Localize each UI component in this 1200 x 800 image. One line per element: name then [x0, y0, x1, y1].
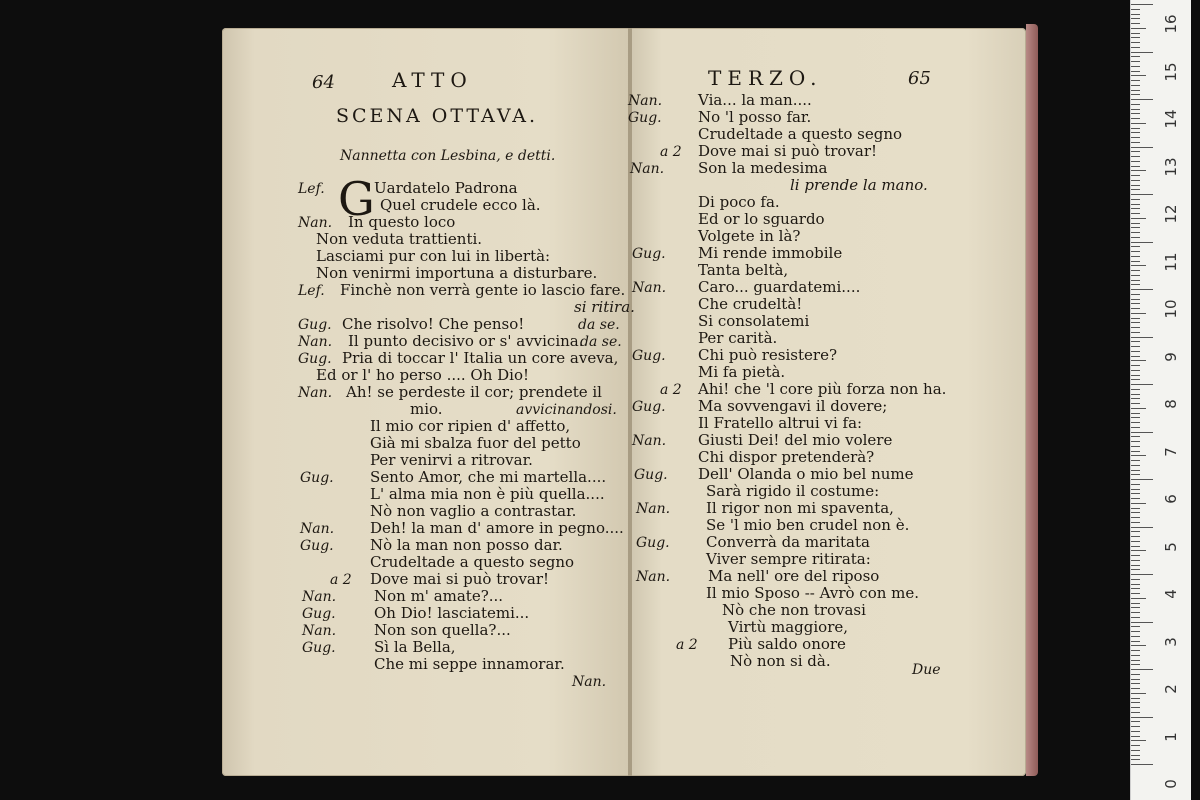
speaker: Nan.: [298, 215, 333, 231]
ruler-tick: [1131, 560, 1140, 561]
verse-line: Quel crudele ecco là.: [380, 196, 541, 214]
speaker: Gug.: [300, 538, 334, 554]
ruler-tick: [1131, 584, 1140, 585]
ruler-number: 6: [1162, 494, 1180, 504]
ruler-tick: [1131, 417, 1140, 418]
verse-line: Crudeltade a questo segno: [698, 125, 903, 143]
aside: da se.: [580, 334, 622, 350]
ruler-tick: [1131, 37, 1140, 38]
ruler-tick: [1131, 740, 1146, 741]
verse-line: Ma nell' ore del riposo: [708, 567, 880, 585]
ruler-tick: [1131, 474, 1140, 475]
ruler-number: 5: [1162, 541, 1180, 552]
ruler-tick: [1131, 265, 1146, 266]
ruler-tick: [1131, 242, 1153, 243]
speaker: Nan.: [632, 280, 667, 296]
verse-line: Ed or lo sguardo: [698, 210, 825, 228]
verse-line: Deh! la man d' amore in pegno....: [370, 519, 624, 537]
verse-line: Lasciami pur con lui in libertà:: [316, 247, 551, 265]
ruler-tick: [1131, 470, 1140, 471]
page-number: 65: [908, 68, 931, 89]
ruler-tick: [1131, 688, 1140, 689]
verse-line: Oh Dio! lasciatemi...: [374, 604, 530, 622]
ruler-tick: [1131, 175, 1140, 176]
ruler-number: 3: [1162, 636, 1180, 647]
a-due-marker: a 2: [660, 382, 682, 398]
speaker: Nan.: [298, 334, 333, 350]
ruler-tick: [1131, 99, 1153, 100]
ruler-tick: [1131, 422, 1140, 423]
verse-line: Si consolatemi: [698, 312, 810, 330]
verse-line: Son la medesima: [698, 159, 828, 177]
ruler-tick: [1131, 631, 1140, 632]
speaker: Lef.: [298, 283, 325, 299]
ruler-tick: [1131, 432, 1153, 433]
ruler-tick: [1131, 736, 1140, 737]
verse-line: Non venirmi importuna a disturbare.: [316, 264, 598, 282]
ruler-tick: [1131, 503, 1146, 504]
scene-title: SCENA OTTAVA.: [336, 105, 539, 127]
speaker: Gug.: [632, 399, 666, 415]
verse-line: Nò che non trovasi: [722, 601, 866, 619]
ruler-tick: [1131, 626, 1140, 627]
ruler-tick: [1131, 256, 1140, 257]
verse-line: Viver sempre ritirata:: [706, 550, 871, 568]
ruler-tick: [1131, 337, 1153, 338]
verse-line: Sarà rigido il costume:: [706, 482, 880, 500]
ruler-tick: [1131, 109, 1140, 110]
ruler-tick: [1131, 294, 1140, 295]
verse-line: mio.: [410, 400, 443, 418]
ruler-tick: [1131, 18, 1140, 19]
ruler-tick: [1131, 185, 1140, 186]
ruler-tick: [1131, 61, 1140, 62]
ruler-tick: [1131, 536, 1140, 537]
verse-line: Ma sovvengavi il dovere;: [698, 397, 888, 415]
stage-direction: si ritira.: [574, 298, 635, 316]
running-header: TERZO.: [708, 66, 823, 90]
ruler-tick: [1131, 522, 1140, 523]
ruler-tick: [1131, 641, 1140, 642]
ruler-tick: [1131, 527, 1153, 528]
ruler-tick: [1131, 299, 1140, 300]
speaker: Nan.: [636, 569, 671, 585]
verse-line: Virtù maggiore,: [728, 618, 849, 636]
verse-line: Il mio cor ripien d' affetto,: [370, 417, 571, 435]
ruler-tick: [1131, 42, 1140, 43]
ruler-tick: [1131, 346, 1140, 347]
ruler-number: 9: [1162, 351, 1180, 362]
ruler-tick: [1131, 531, 1140, 532]
ruler-tick: [1131, 441, 1140, 442]
a-due-marker: a 2: [676, 637, 698, 653]
ruler-tick: [1131, 47, 1140, 48]
ruler-tick: [1131, 717, 1153, 718]
verse-line: Già mi sbalza fuor del petto: [370, 434, 581, 452]
ruler-tick: [1131, 33, 1140, 34]
ruler-tick: [1131, 645, 1146, 646]
page-number: 64: [312, 72, 335, 93]
ruler-tick: [1131, 52, 1153, 53]
ruler-tick: [1131, 379, 1140, 380]
verse-line: Chi dispor pretenderà?: [698, 448, 875, 466]
verse-line: Non son quella?...: [374, 621, 511, 639]
ruler-tick: [1131, 493, 1140, 494]
ruler-tick: [1131, 446, 1140, 447]
ruler-tick: [1131, 698, 1140, 699]
ruler-tick: [1131, 593, 1140, 594]
ruler-tick: [1131, 261, 1140, 262]
speaker: Gug.: [302, 640, 336, 656]
verse-line: Sì la Bella,: [374, 638, 456, 656]
ruler-tick: [1131, 123, 1146, 124]
a-due-marker: a 2: [660, 144, 682, 160]
speaker: Nan.: [628, 93, 663, 109]
ruler-tick: [1131, 546, 1140, 547]
ruler-tick: [1131, 85, 1140, 86]
speaker: Gug.: [628, 110, 662, 126]
ruler-number: 14: [1162, 109, 1180, 129]
ruler-tick: [1131, 132, 1140, 133]
verse-line: Via... la man....: [698, 91, 812, 109]
verse-line: Per carità.: [698, 329, 778, 347]
ruler-tick: [1131, 180, 1140, 181]
stage-direction: Nannetta con Lesbina, e detti.: [340, 148, 556, 164]
ruler-tick: [1131, 660, 1140, 661]
ruler-number: 8: [1162, 399, 1180, 409]
ruler-tick: [1131, 612, 1140, 613]
verse-line: Chi può resistere?: [698, 346, 837, 364]
ruler-tick: [1131, 170, 1146, 171]
ruler-tick: [1131, 460, 1140, 461]
speaker: Gug.: [298, 317, 332, 333]
measurement-ruler: [1130, 0, 1191, 800]
ruler-tick: [1131, 275, 1140, 276]
ruler-tick: [1131, 451, 1140, 452]
verse-line: Dell' Olanda o mio bel nume: [698, 465, 914, 483]
aside: avvicinandosi.: [516, 402, 617, 418]
verse-line: Finchè non verrà gente io lascio fare.: [340, 281, 626, 299]
verse-line: No 'l posso far.: [698, 108, 812, 126]
ruler-tick: [1131, 189, 1140, 190]
ruler-tick: [1131, 246, 1140, 247]
ruler-tick: [1131, 479, 1153, 480]
ruler-tick: [1131, 23, 1140, 24]
ruler-tick: [1131, 9, 1140, 10]
verse-line: Caro... guardatemi....: [698, 278, 861, 296]
running-header: ATTO: [392, 68, 473, 92]
verse-line: Non veduta trattienti.: [316, 230, 483, 248]
ruler-tick: [1131, 251, 1140, 252]
verse-line: Mi fa pietà.: [698, 363, 786, 381]
ruler-tick: [1131, 284, 1140, 285]
ruler-number: 16: [1162, 14, 1180, 34]
ruler-tick: [1131, 232, 1140, 233]
ruler-tick: [1131, 541, 1140, 542]
verse-line: Più saldo onore: [728, 635, 846, 653]
ruler-tick: [1131, 674, 1140, 675]
ruler-tick: [1131, 384, 1153, 385]
ruler-number: 7: [1162, 446, 1180, 457]
ruler-number: 1: [1162, 731, 1180, 742]
ruler-tick: [1131, 413, 1140, 414]
drop-cap: G: [338, 172, 375, 226]
speaker: Nan.: [300, 521, 335, 537]
ruler-tick: [1131, 726, 1140, 727]
catchword: Nan.: [572, 674, 607, 690]
verse-line: Per venirvi a ritrovar.: [370, 451, 533, 469]
speaker: Gug.: [634, 467, 668, 483]
ruler-tick: [1131, 408, 1146, 409]
ruler-tick: [1131, 351, 1140, 352]
speaker: Gug.: [632, 348, 666, 364]
ruler-tick: [1131, 161, 1140, 162]
stage-direction: li prende la mano.: [790, 176, 928, 194]
ruler-tick: [1131, 617, 1140, 618]
verse-line: Di poco fa.: [698, 193, 780, 211]
ruler-tick: [1131, 398, 1140, 399]
ruler-number: 12: [1162, 204, 1180, 224]
ruler-tick: [1131, 308, 1140, 309]
ruler-tick: [1131, 721, 1140, 722]
a-due-marker: a 2: [330, 572, 352, 588]
ruler-tick: [1131, 360, 1146, 361]
ruler-tick: [1131, 403, 1140, 404]
ruler-tick: [1131, 365, 1140, 366]
verse-line: Crudeltade a questo segno: [370, 553, 575, 571]
speaker: Nan.: [302, 623, 337, 639]
ruler-tick: [1131, 213, 1140, 214]
ruler-tick: [1131, 14, 1140, 15]
ruler-number: 0: [1162, 779, 1180, 789]
ruler-tick: [1131, 394, 1140, 395]
ruler-tick: [1131, 745, 1140, 746]
ruler-tick: [1131, 356, 1140, 357]
book-cover-edge: [1026, 24, 1038, 776]
ruler-tick: [1131, 574, 1153, 575]
speaker: Nan.: [636, 501, 671, 517]
verse-line: Nò non vaglio a contrastar.: [370, 502, 577, 520]
speaker: Nan.: [630, 161, 665, 177]
ruler-tick: [1131, 579, 1140, 580]
verse-line: Che mi seppe innamorar.: [374, 655, 565, 673]
speaker: Gug.: [636, 535, 670, 551]
ruler-tick: [1131, 104, 1140, 105]
ruler-tick: [1131, 755, 1140, 756]
ruler-tick: [1131, 569, 1140, 570]
ruler-tick: [1131, 588, 1140, 589]
ruler-tick: [1131, 289, 1153, 290]
speaker: Nan.: [298, 385, 333, 401]
ruler-tick: [1131, 227, 1140, 228]
ruler-tick: [1131, 759, 1140, 760]
verse-line: Mi rende immobile: [698, 244, 843, 262]
verse-line: Se 'l mio ben crudel non è.: [706, 516, 910, 534]
ruler-tick: [1131, 237, 1140, 238]
ruler-tick: [1131, 322, 1140, 323]
ruler-tick: [1131, 208, 1140, 209]
ruler-tick: [1131, 128, 1140, 129]
ruler-tick: [1131, 94, 1140, 95]
verse-line: Ahi! che 'l core più forza non ha.: [698, 380, 947, 398]
ruler-tick: [1131, 4, 1153, 5]
ruler-tick: [1131, 669, 1153, 670]
ruler-tick: [1131, 118, 1140, 119]
verse-line: Dove mai si può trovar!: [698, 142, 878, 160]
ruler-tick: [1131, 702, 1140, 703]
ruler-tick: [1131, 313, 1146, 314]
ruler-number: 13: [1162, 156, 1180, 177]
ruler-tick: [1131, 199, 1140, 200]
ruler-tick: [1131, 218, 1146, 219]
ruler-tick: [1131, 327, 1140, 328]
verse-line: Pria di toccar l' Italia un core aveva,: [342, 349, 619, 367]
ruler-tick: [1131, 603, 1140, 604]
ruler-tick: [1131, 764, 1153, 765]
verse-line: Uardatelo Padrona: [374, 179, 518, 197]
verse-line: Non m' amate?...: [374, 587, 504, 605]
verse-line: Nò non si dà.: [730, 652, 831, 670]
verse-line: Sento Amor, che mi martella....: [370, 468, 607, 486]
ruler-tick: [1131, 436, 1140, 437]
ruler-tick: [1131, 75, 1146, 76]
verse-line: Il rigor non mi spaventa,: [706, 499, 894, 517]
ruler-tick: [1131, 655, 1140, 656]
ruler-tick: [1131, 650, 1140, 651]
ruler-number: 15: [1162, 61, 1180, 82]
ruler-tick: [1131, 56, 1140, 57]
verse-line: Ed or l' ho perso .... Oh Dio!: [316, 366, 530, 384]
ruler-tick: [1131, 223, 1140, 224]
ruler-tick: [1131, 498, 1140, 499]
ruler-tick: [1131, 489, 1140, 490]
ruler-tick: [1131, 318, 1140, 319]
ruler-tick: [1131, 28, 1146, 29]
verse-line: Giusti Dei! del mio volere: [698, 431, 893, 449]
ruler-tick: [1131, 512, 1140, 513]
verse-line: Nò la man non posso dar.: [370, 536, 563, 554]
ruler-tick: [1131, 731, 1140, 732]
speaker: Gug.: [632, 246, 666, 262]
ruler-tick: [1131, 151, 1140, 152]
speaker: Lef.: [298, 181, 325, 197]
verse-line: In questo loco: [348, 213, 456, 231]
ruler-tick: [1131, 113, 1140, 114]
ruler-tick: [1131, 598, 1146, 599]
verse-line: Converrà da maritata: [706, 533, 870, 551]
verse-line: Il punto decisivo or s' avvicina.: [348, 332, 584, 350]
ruler-tick: [1131, 679, 1140, 680]
ruler-tick: [1131, 664, 1140, 665]
ruler-tick: [1131, 427, 1140, 428]
ruler-tick: [1131, 683, 1140, 684]
speaker: Gug.: [302, 606, 336, 622]
catchword: Due: [912, 662, 941, 678]
ruler-tick: [1131, 303, 1140, 304]
ruler-tick: [1131, 607, 1140, 608]
ruler-tick: [1131, 370, 1140, 371]
ruler-tick: [1131, 80, 1140, 81]
ruler-tick: [1131, 194, 1153, 195]
ruler-tick: [1131, 712, 1140, 713]
verse-line: Che risolvo! Che penso!: [342, 315, 525, 333]
ruler-tick: [1131, 332, 1140, 333]
ruler-tick: [1131, 90, 1140, 91]
ruler-tick: [1131, 142, 1140, 143]
verse-line: Il Fratello altrui vi fa:: [698, 414, 863, 432]
ruler-tick: [1131, 465, 1140, 466]
ruler-tick: [1131, 508, 1140, 509]
verse-line: Dove mai si può trovar!: [370, 570, 550, 588]
ruler-tick: [1131, 204, 1140, 205]
ruler-tick: [1131, 270, 1140, 271]
ruler-tick: [1131, 341, 1140, 342]
ruler-tick: [1131, 622, 1153, 623]
ruler-number: 2: [1162, 684, 1180, 694]
ruler-tick: [1131, 280, 1140, 281]
speaker: Gug.: [300, 470, 334, 486]
ruler-tick: [1131, 66, 1140, 67]
ruler-tick: [1131, 517, 1140, 518]
ruler-tick: [1131, 166, 1140, 167]
ruler-tick: [1131, 565, 1140, 566]
ruler-tick: [1131, 156, 1140, 157]
speaker: Nan.: [632, 433, 667, 449]
verse-line: Ah! se perdeste il cor; prendete il: [346, 383, 602, 401]
verse-line: Volgete in là?: [698, 227, 801, 245]
ruler-tick: [1131, 455, 1146, 456]
ruler-tick: [1131, 375, 1140, 376]
ruler-tick: [1131, 693, 1146, 694]
ruler-number: 11: [1162, 251, 1180, 272]
ruler-number: 4: [1162, 589, 1180, 599]
ruler-tick: [1131, 137, 1140, 138]
ruler-tick: [1131, 636, 1140, 637]
speaker: Nan.: [302, 589, 337, 605]
ruler-tick: [1131, 71, 1140, 72]
verse-line: L' alma mia non è più quella....: [370, 485, 605, 503]
ruler-tick: [1131, 389, 1140, 390]
ruler-tick: [1131, 147, 1153, 148]
speaker: Gug.: [298, 351, 332, 367]
aside: da se.: [578, 317, 620, 333]
ruler-number: 10: [1162, 299, 1180, 319]
verse-line: Che crudeltà!: [698, 295, 803, 313]
ruler-tick: [1131, 707, 1140, 708]
ruler-tick: [1131, 484, 1140, 485]
ruler-tick: [1131, 555, 1140, 556]
verse-line: Tanta beltà,: [698, 261, 789, 279]
ruler-tick: [1131, 750, 1140, 751]
ruler-tick: [1131, 550, 1146, 551]
verse-line: Il mio Sposo -- Avrò con me.: [706, 584, 920, 602]
